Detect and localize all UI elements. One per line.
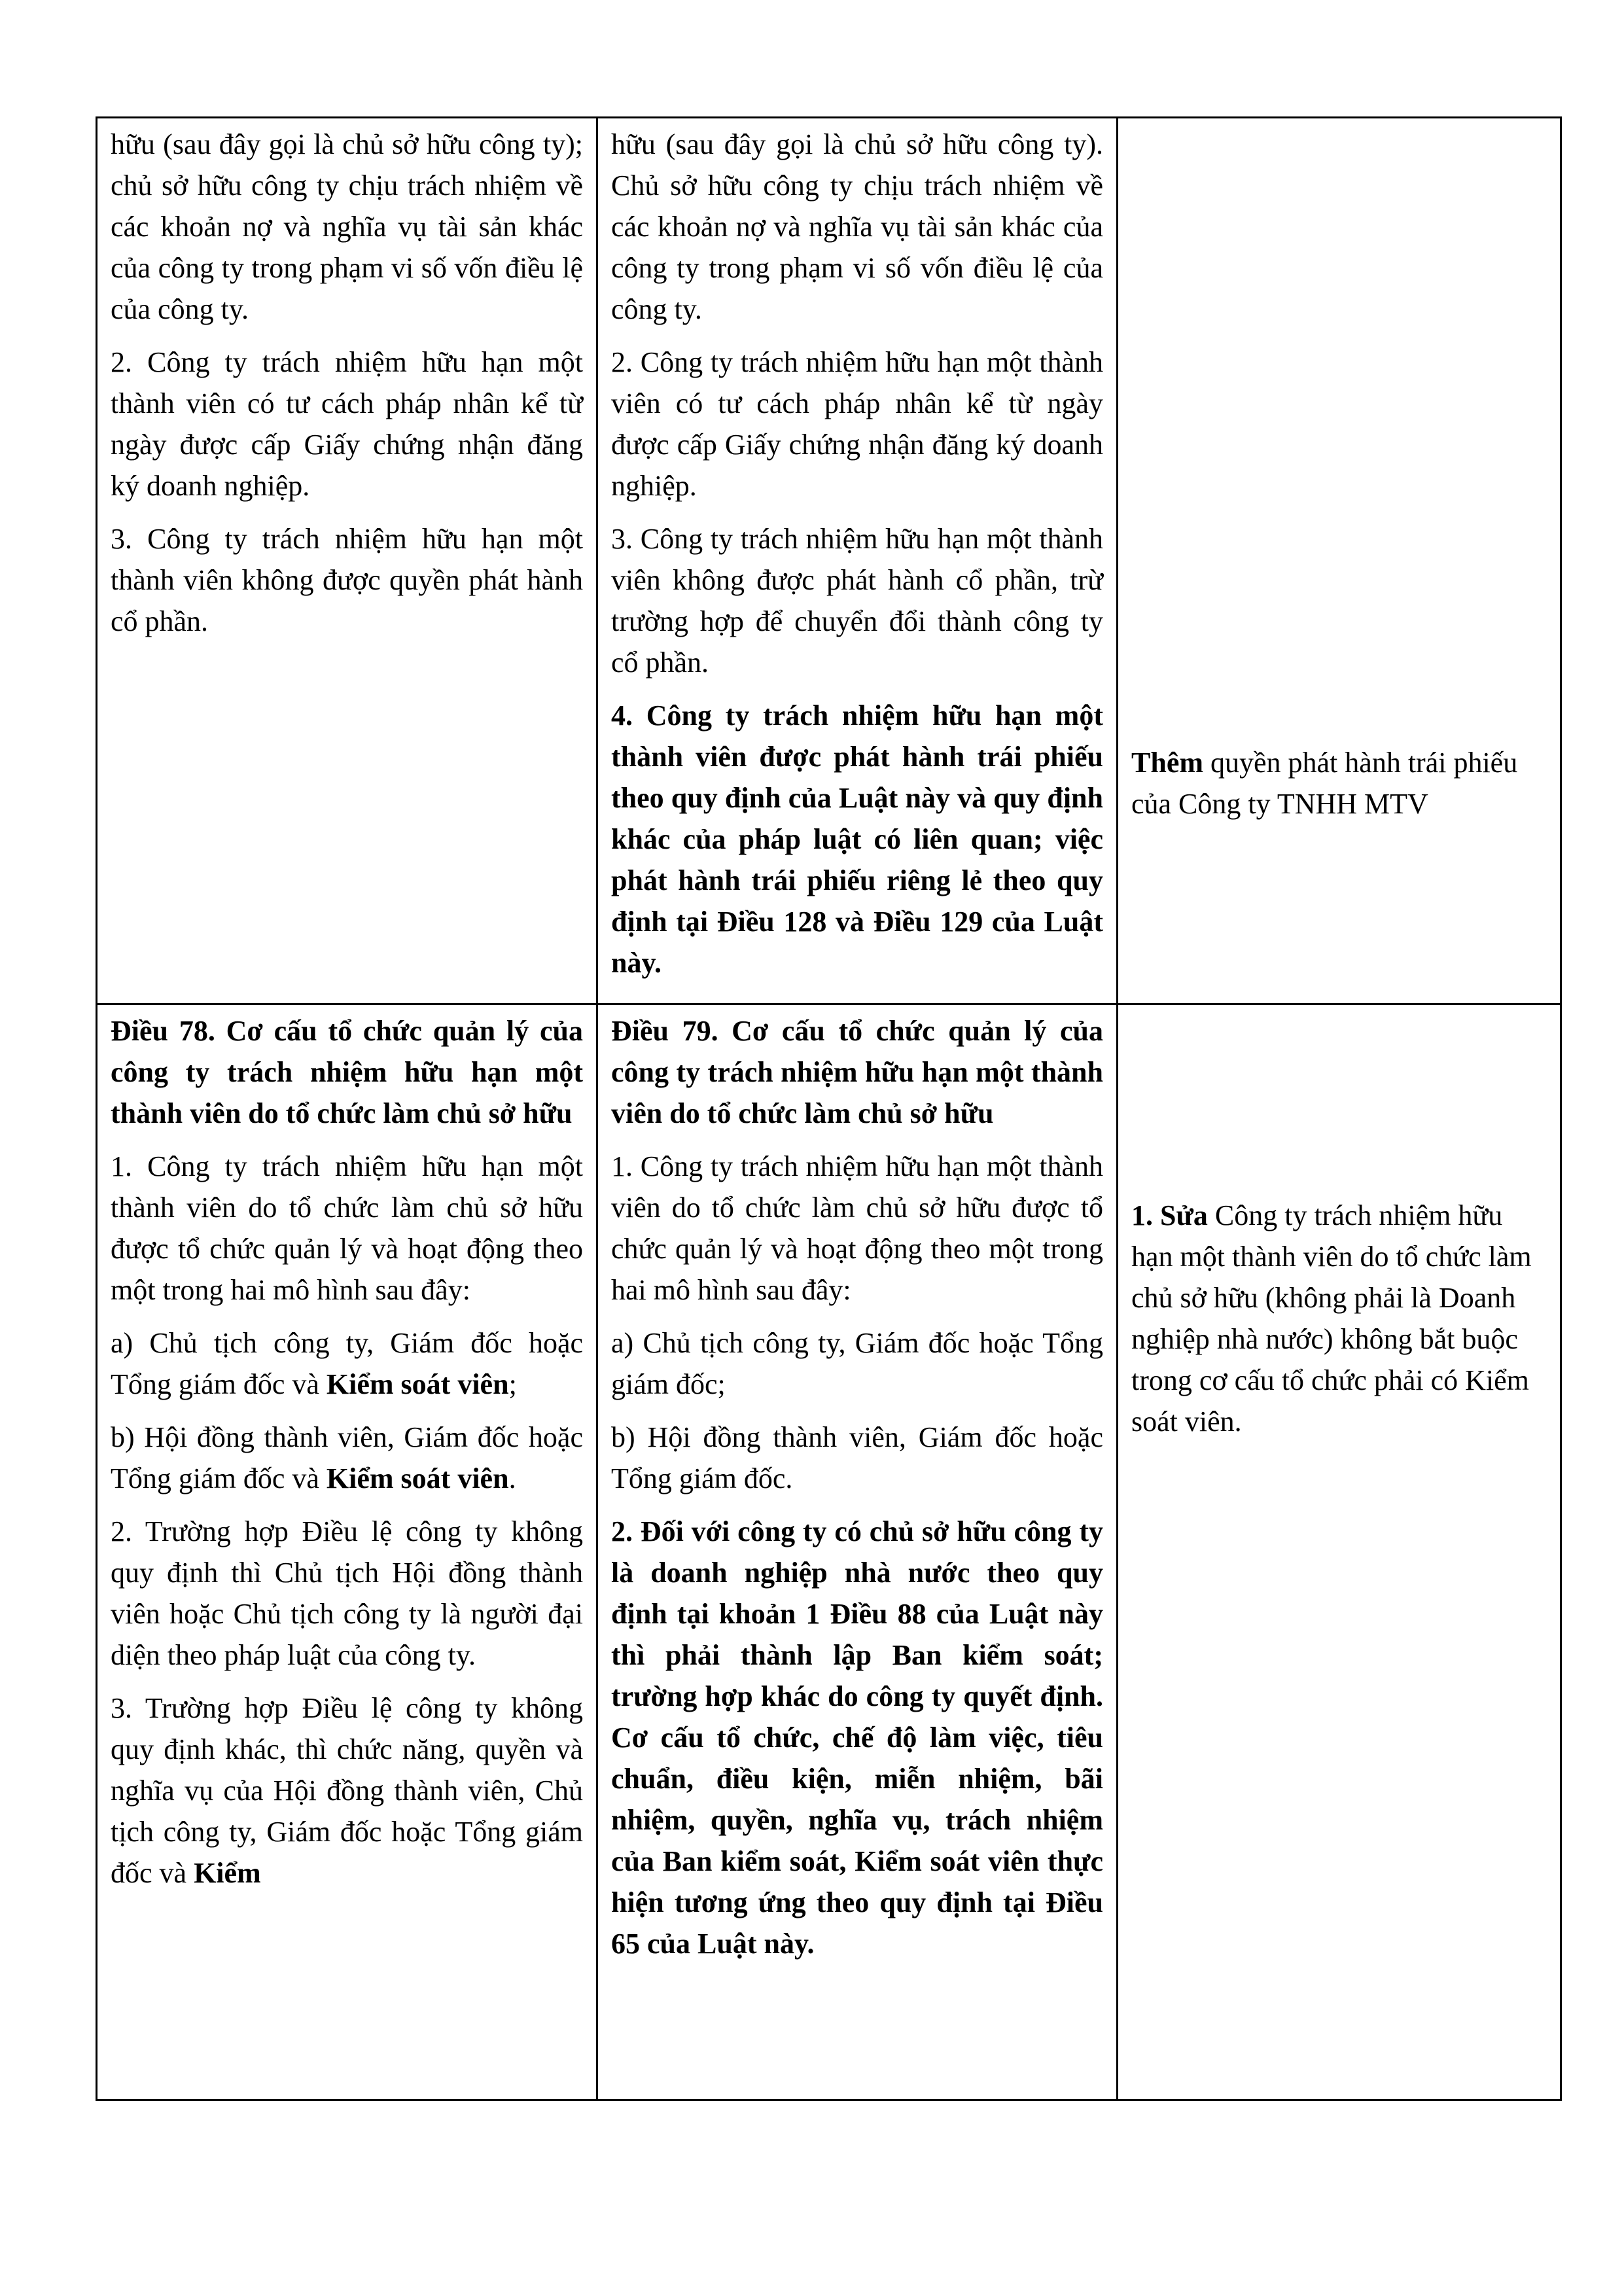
paragraph: 1. Công ty trách nhiệm hữu hạn một thành viên do tổ chức làm chủ sở hữu được tổ chức quản lý và hoạt động theo một trong hai mô hình sau đây:: [111, 1150, 583, 1306]
old-law-cell: [97, 1004, 597, 2100]
paragraph: 3. Trường hợp Điều lệ công ty không quy định khác, thì chức năng, quyền và nghĩa vụ của Hội đồng thành viên, Chủ tịch công ty, Giám đốc hoặc Tổng giám đốc và Kiểm: [111, 1692, 583, 1889]
paragraph: 3. Công ty trách nhiệm hữu hạn một thành viên không được phát hành cổ phần, trừ trường hợp để chuyển đổi thành công ty cổ phần.: [611, 523, 1103, 679]
note-action: Thêm: [1131, 747, 1203, 779]
note-text: [1131, 742, 1549, 824]
paragraph: 2. Công ty trách nhiệm hữu hạn một thành viên có tư cách pháp nhân kể từ ngày được cấp Giấy chứng nhận đăng ký doanh nghiệp.: [611, 346, 1103, 502]
note-text: [1131, 1195, 1549, 1442]
paragraph: hữu (sau đây gọi là chủ sở hữu công ty). Chủ sở hữu công ty chịu trách nhiệm về các khoản nợ và nghĩa vụ tài sản khác của công ty trong phạm vi số vốn điều lệ của công ty.: [611, 128, 1103, 325]
paragraph: a) Chủ tịch công ty, Giám đốc hoặc Tổng giám đốc và Kiểm soát viên;: [111, 1327, 583, 1400]
article-heading: Điều 79. Cơ cấu tổ chức quản lý của công ty trách nhiệm hữu hạn một thành viên do tổ chức làm chủ sở hữu: [611, 1015, 1103, 1129]
paragraph: 1. Công ty trách nhiệm hữu hạn một thành viên do tổ chức làm chủ sở hữu được tổ chức quản lý và hoạt động theo một trong hai mô hình sau đây:: [611, 1150, 1103, 1306]
table-row: [97, 118, 1561, 1004]
new-law-cell: [597, 118, 1118, 1004]
paragraph: 2. Trường hợp Điều lệ công ty không quy định thì Chủ tịch Hội đồng thành viên hoặc Chủ tịch công ty là người đại diện theo pháp luật của công ty.: [111, 1515, 583, 1671]
paragraph: 2. Công ty trách nhiệm hữu hạn một thành viên có tư cách pháp nhân kể từ ngày được cấp Giấy chứng nhận đăng ký doanh nghiệp.: [111, 346, 583, 502]
paragraph-added: 4. Công ty trách nhiệm hữu hạn một thành viên được phát hành trái phiếu theo quy định của Luật này và quy định khác của pháp luật có liên quan; việc phát hành trái phiếu riêng lẻ theo quy định tại Điều 128 và Điều 129 của Luật này.: [611, 699, 1103, 979]
note-body: quyền phát hành trái phiếu của Công ty TNHH MTV: [1131, 747, 1518, 820]
paragraph: b) Hội đồng thành viên, Giám đốc hoặc Tổng giám đốc.: [611, 1421, 1103, 1494]
paragraph: hữu (sau đây gọi là chủ sở hữu công ty); chủ sở hữu công ty chịu trách nhiệm về các khoản nợ và nghĩa vụ tài sản khác của công ty trong phạm vi số vốn điều lệ của công ty.: [111, 128, 583, 325]
old-law-cell: [97, 118, 597, 1004]
note-body: Công ty trách nhiệm hữu hạn một thành viên do tổ chức làm chủ sở hữu (không phải là Doanh nghiệp nhà nước) không bắt buộc trong cơ cấu tổ chức phải có Kiểm soát viên.: [1131, 1199, 1532, 1438]
paragraph: b) Hội đồng thành viên, Giám đốc hoặc Tổng giám đốc và Kiểm soát viên.: [111, 1421, 583, 1494]
paragraph: a) Chủ tịch công ty, Giám đốc hoặc Tổng giám đốc;: [611, 1327, 1103, 1400]
comparison-table: [96, 116, 1562, 2101]
paragraph: 3. Công ty trách nhiệm hữu hạn một thành viên không được quyền phát hành cổ phần.: [111, 523, 583, 637]
article-heading: Điều 78. Cơ cấu tổ chức quản lý của công ty trách nhiệm hữu hạn một thành viên do tổ chức làm chủ sở hữu: [111, 1015, 583, 1129]
note-action: 1. Sửa: [1131, 1199, 1208, 1231]
note-cell: [1118, 118, 1561, 1004]
note-cell: [1118, 1004, 1561, 2100]
new-law-cell: [597, 1004, 1118, 2100]
table-row: [97, 1004, 1561, 2100]
paragraph-added: 2. Đối với công ty có chủ sở hữu công ty là doanh nghiệp nhà nước theo quy định tại khoản 1 Điều 88 của Luật này thì phải thành lập Ban kiểm soát; trường hợp khác do công ty quyết định. Cơ cấu tổ chức, chế độ làm việc, tiêu chuẩn, điều kiện, miễn nhiệm, bãi nhiệm, quyền, nghĩa vụ, trách nhiệm của Ban kiểm soát, Kiểm soát viên thực hiện tương ứng theo quy định tại Điều 65 của Luật này.: [611, 1515, 1103, 1960]
